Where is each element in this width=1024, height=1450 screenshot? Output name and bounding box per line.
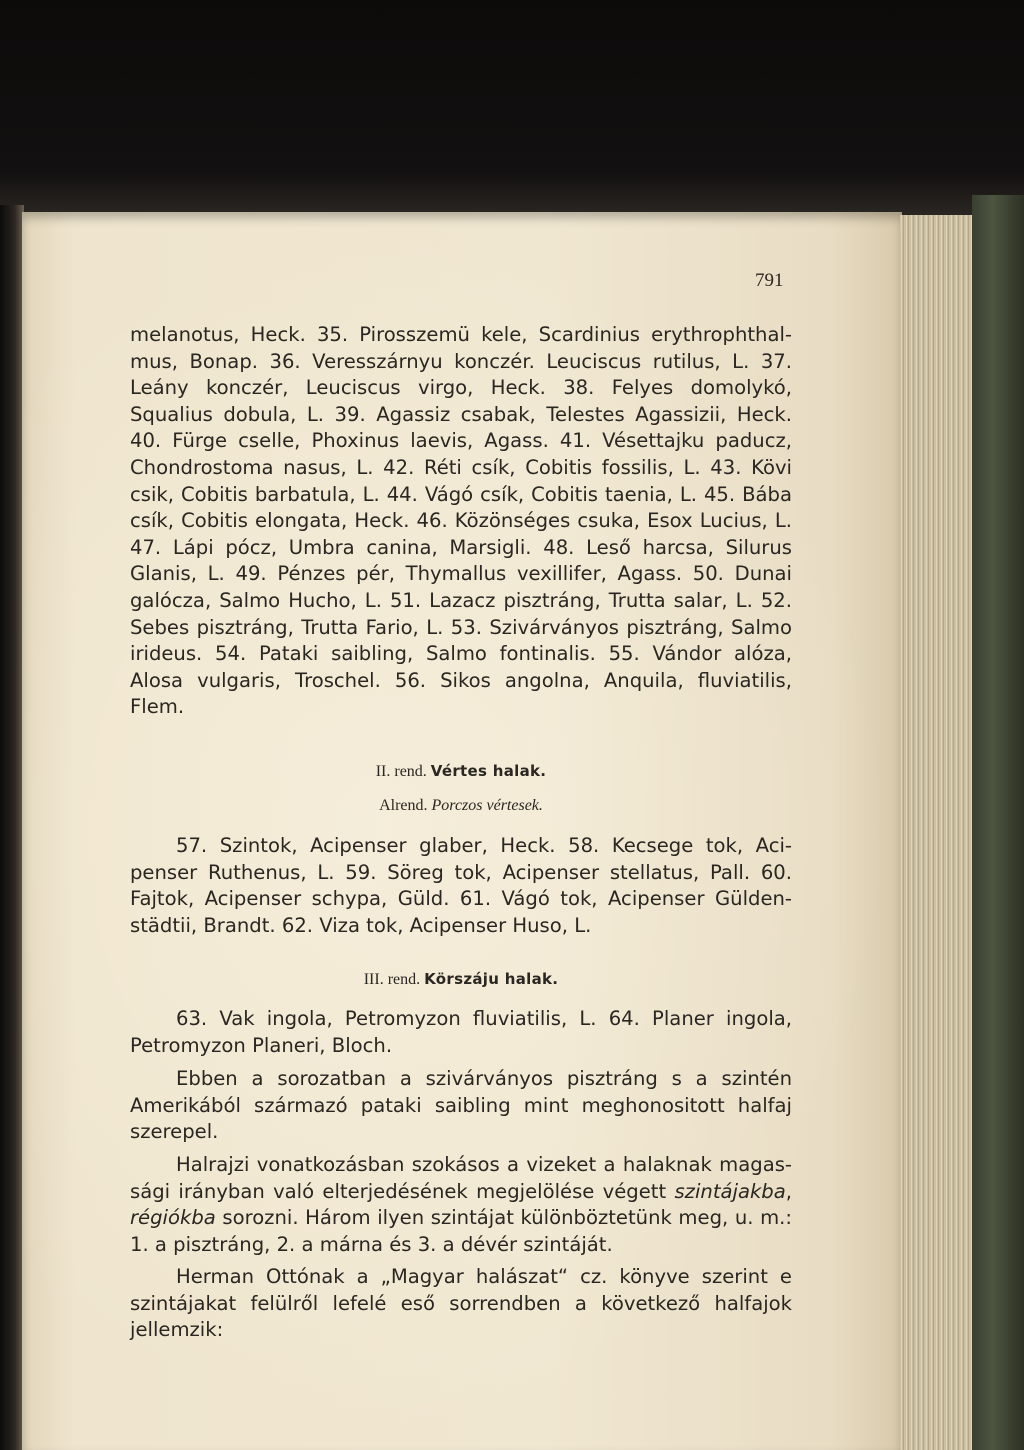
heading-title: Körszáju halak.	[424, 970, 559, 988]
page-edges	[900, 215, 975, 1450]
text-run: Halrajzi vonatkozásban szokásos a vizeket a halaknak magassági irányban való elterjedésének megjelölése végett	[130, 1153, 792, 1203]
text-run: ,	[785, 1179, 792, 1203]
lamprey-list-paragraph: 63. Vak ingola, Petromyzon fluviatilis, L. 64. Planer ingola, Petromyzon Planeri, Bloch.	[130, 1007, 792, 1057]
section-heading-order-2	[130, 762, 792, 781]
section-subheading	[130, 797, 792, 815]
heading-title: Vértes halak.	[430, 762, 547, 780]
subheading-prefix: Alrend.	[379, 797, 428, 814]
emphasis-term: régiókba	[130, 1206, 216, 1230]
emphasis-term: szintájakba	[674, 1179, 786, 1203]
note-paragraph: Ebben a sorozatban a szivárványos pisztráng s a szintén Amerikából származó pataki saibling mint meghonositott halfaj szerepel.	[130, 1067, 792, 1144]
heading-prefix: III. rend.	[363, 971, 421, 988]
subheading-title: Porczos vértesek.	[431, 797, 543, 814]
heading-prefix: II. rend.	[375, 763, 427, 780]
book-spine	[0, 205, 24, 1450]
text-run: sorozni. Három ilyen szintájat különböztetünk meg, u. m.: 1. a pisztráng, 2. a márna és 3. a dévér szintáját.	[130, 1206, 792, 1256]
sturgeon-list-paragraph: 57. Szintok, Acipenser glaber, Heck. 58. Kecsege tok, Acipenser Ruthenus, L. 59. Söreg tok, Acipenser stellatus, Pall. 60. Fajtok, Acipenser schypa, Güld. 61. Vágó tok, Acipenser Güldenstädtii, Brandt. 62. Viza tok, Acipenser Huso, L.	[130, 834, 792, 937]
page-number: 791	[755, 270, 784, 291]
section-heading-order-3	[130, 970, 792, 989]
zones-paragraph	[130, 1152, 792, 1258]
herman-paragraph: Herman Ottónak a „Magyar halászat“ cz. könyve szerint e szintájakat felülről lefelé eső sorrendben a következő halfajok jellemzik:	[130, 1265, 792, 1342]
background-shadow	[0, 0, 1024, 215]
book-cover	[972, 195, 1024, 1450]
species-list-paragraph: melanotus, Heck. 35. Pirosszemü kele, Scardinius erythrophthalmus, Bonap. 36. Veresszárnyu konczér. Leuciscus rutilus, L. 37. Leány konczér, Leuciscus virgo, Heck. 38. Felyes domolykó, Squalius dobula, L. 39. Agassiz csabak, Telestes Agassizii, Heck. 40. Fürge cselle, Phoxinus laevis, Agass. 41. Vésettajku paducz, Chondrostoma nasus, L. 42. Réti csík, Cobitis fossilis, L. 43. Kövi csik, Cobitis barbatula, L. 44. Vágó csík, Cobitis taenia, L. 45. Bába csík, Cobitis elongata, Heck. 46. Közönséges csuka, Esox Lucius, L. 47. Lápi pócz, Umbra canina, Marsigli. 48. Leső harcsa, Silurus Glanis, L. 49. Pénzes pér, Thymallus vexillifer, Agass. 50. Dunai galócza, Salmo Hucho, L. 51. Lazacz pisztráng, Trutta salar, L. 52. Sebes pisztráng, Trutta Fario, L. 53. Szivárványos pisztráng, Salmo irideus. 54. Pataki saibling, Salmo fontinalis. 55. Vándor alóza, Alosa vulgaris, Troschel. 56. Sikos angolna, Anquila, fluviatilis, Flem.	[130, 323, 792, 719]
